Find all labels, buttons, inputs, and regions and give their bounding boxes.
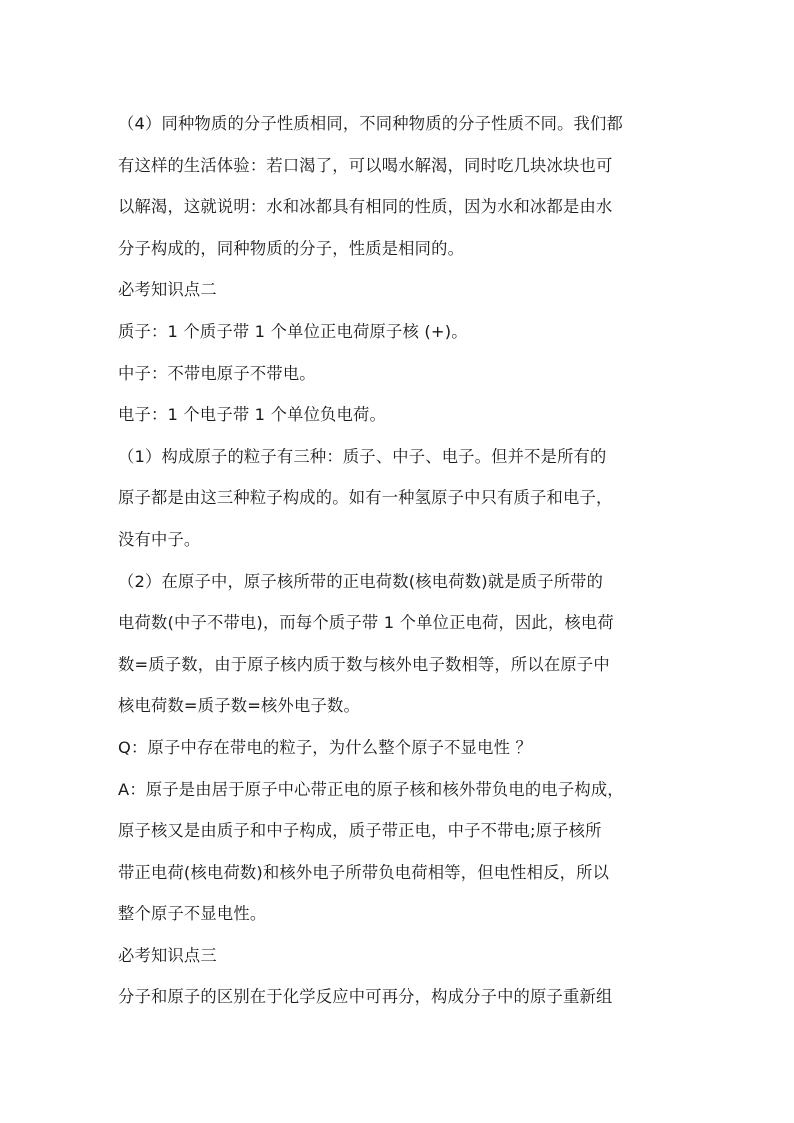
answer-line-2: 原子核又是由质子和中子构成，质子带正电，中子不带电;原子核所 [118, 821, 602, 841]
paragraph-4-line-3: 以解渴，这就说明：水和冰都具有相同的性质，因为水和冰都是由水 [118, 197, 613, 217]
paragraph-2-line-3: 数=质子数，由于原子核内质于数与核外电子数相等，所以在原子中 [118, 654, 610, 674]
paragraph-4-line-1: （4）同种物质的分子性质相同，不同种物质的分子性质不同。我们都 [118, 114, 623, 133]
paragraph-1-line-1: （1）构成原子的粒子有三种：质子、中子、电子。但并不是所有的 [118, 446, 607, 466]
paragraph-2-line-2: 电荷数(中子不带电)，而每个质子带 1 个单位正电荷，因此，核电荷 [118, 613, 614, 633]
electron-definition: 电子：1 个电子带 1 个单位负电荷。 [118, 405, 386, 425]
answer-line-1: A：原子是由居于原子中心带正电的原子核和核外带负电的电子构成， [118, 779, 624, 799]
answer-line-3: 带正电荷(核电荷数)和核外电子所带负电荷相等，但电性相反，所以 [118, 862, 610, 882]
paragraph-1-line-3: 没有中子。 [118, 529, 201, 549]
paragraph-4-line-4: 分子构成的，同种物质的分子，性质是相同的。 [118, 238, 465, 258]
final-paragraph-line-1: 分子和原子的区别在于化学反应中可再分，构成分子中的原子重新组 [118, 987, 613, 1007]
question-line: Q：原子中存在带电的粒子，为什么整个原子不显电性 ？ [118, 737, 532, 757]
answer-line-4: 整个原子不显电性。 [118, 904, 267, 924]
paragraph-2-line-4: 核电荷数=质子数=核外电子数。 [118, 696, 360, 716]
neutron-definition: 中子：不带电原子不带电。 [118, 363, 316, 383]
paragraph-1-line-2: 原子都是由这三种粒子构成的。如有一种氢原子中只有质子和电子， [118, 488, 613, 508]
paragraph-2-line-1: （2）在原子中，原子核所带的正电荷数(核电荷数)就是质子所带的 [118, 571, 604, 591]
paragraph-4-line-2: 有这样的生活体验：若口渴了，可以喝水解渴，同时吃几块冰块也可 [118, 155, 613, 175]
section-heading-two: 必考知识点二 [118, 280, 217, 300]
document-body [118, 103, 684, 1018]
proton-definition: 质子：1 个质子带 1 个单位正电荷原子核 (+)。 [118, 321, 468, 341]
section-heading-three: 必考知识点三 [118, 945, 217, 965]
